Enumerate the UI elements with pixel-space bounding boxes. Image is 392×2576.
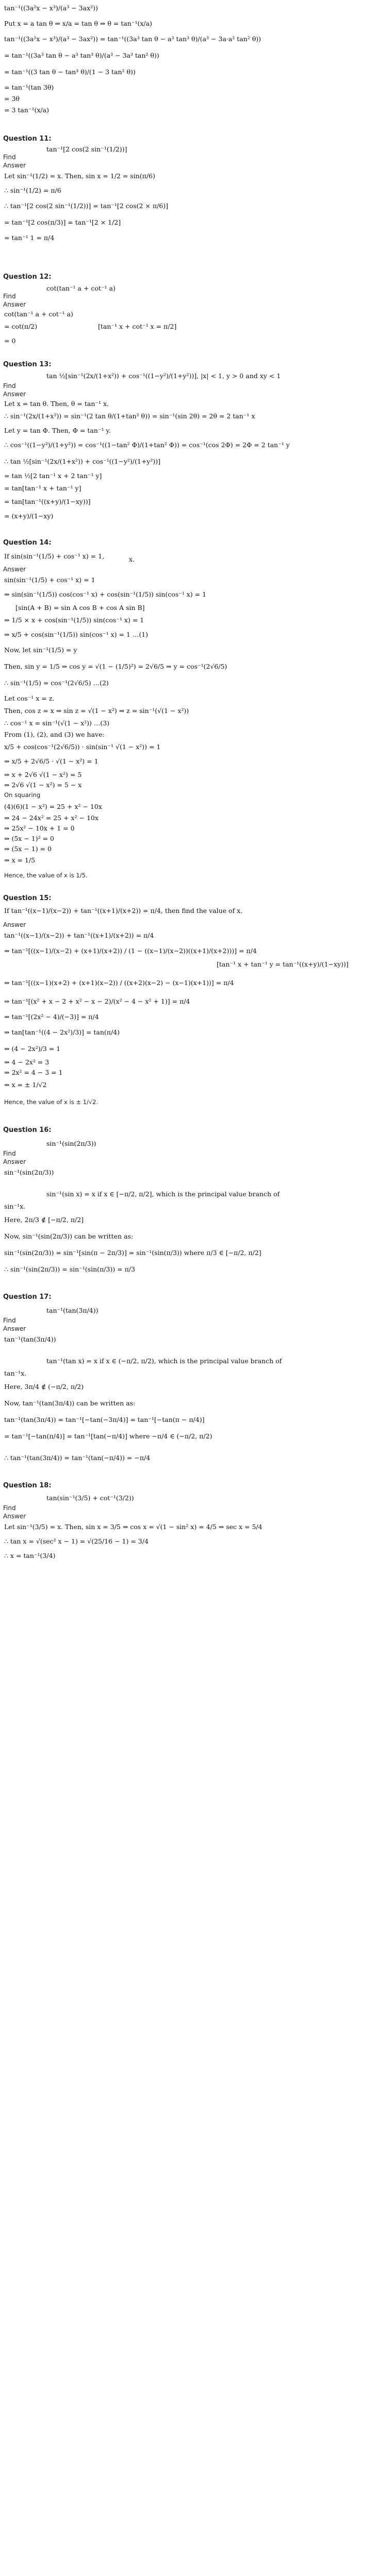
- question-title: Question 14:: [3, 539, 52, 547]
- math-line: sin⁻¹(sin(2π/3)): [4, 1168, 54, 1176]
- math-line: tan⁻¹(tan(3π/4)): [4, 1335, 56, 1343]
- find-label: Find: [3, 1504, 16, 1512]
- math-line: ⇒ x = 1/5: [4, 856, 36, 864]
- math-line: = tan⁻¹ 1 = π/4: [4, 234, 55, 242]
- identity-note: [tan⁻¹ x + cot⁻¹ x = π/2]: [98, 323, 177, 330]
- math-line: Let x = tan θ. Then, θ = tan⁻¹ x.: [4, 400, 109, 408]
- question-tail: x.: [129, 555, 135, 563]
- math-line: ⇒ 4 − 2x² = 3: [4, 1058, 50, 1066]
- math-line: ⇒ x/5 + cos(sin⁻¹(1/5)) sin(cos⁻¹ x) = 1 …(1): [4, 631, 149, 638]
- math-line: ⇒ tan⁻¹[((x−1)/(x−2) + (x+1)/(x+2)) / (1 − ((x−1)/(x−2))((x+1)/(x+2)))] = π/4: [4, 947, 257, 955]
- math-line: ⇒ sin(sin⁻¹(1/5)) cos(cos⁻¹ x) + cos(sin⁻¹(1/5)) sin(cos⁻¹ x) = 1: [4, 590, 207, 598]
- math-line: tan⁻¹(tan(3π/4)) = tan⁻¹[−tan(−3π/4)] = tan⁻¹[−tan(π − π/4)]: [4, 1416, 205, 1423]
- math-line: ∴ sin⁻¹(1/2) = π/6: [4, 187, 61, 194]
- math-line: tan⁻¹(tan x) = x if x ∈ (−π/2, π/2), which is the principal value branch of: [46, 1357, 282, 1365]
- math-line: ∴ sin⁻¹(2x/(1+x²)) = sin⁻¹(2 tan θ/(1+tan² θ)) = sin⁻¹(sin 2θ) = 2θ = 2 tan⁻¹ x: [4, 412, 255, 420]
- math-line: ⇒ x = ± 1/√2: [4, 1081, 47, 1089]
- math-line: = tan ½[2 tan⁻¹ x + 2 tan⁻¹ y]: [4, 472, 102, 480]
- question-title: Question 17:: [3, 1293, 52, 1301]
- math-line: = 3θ: [4, 95, 20, 103]
- math-line: Then, sin y = 1/5 ⇒ cos y = √(1 − (1/5)²) = 2√6/5 ⇒ y = cos⁻¹(2√6/5): [4, 663, 227, 670]
- question-title: Question 15:: [3, 894, 52, 902]
- math-line: ∴ cos⁻¹ x = sin⁻¹(√(1 − x²)) …(3): [4, 719, 110, 727]
- math-line: Let cos⁻¹ x = z.: [4, 694, 55, 702]
- find-label: Find: [3, 1317, 16, 1324]
- math-line: ⇒ x + 2√6 √(1 − x²) = 5: [4, 771, 82, 778]
- math-line: ⇒ 2x² = 4 − 3 = 1: [4, 1069, 63, 1076]
- math-line: (4)(6)(1 − x²) = 25 + x² − 10x: [4, 803, 102, 810]
- math-line: cot(tan⁻¹ a + cot⁻¹ a): [4, 310, 73, 318]
- math-line: = tan[tan⁻¹ x + tan⁻¹ y]: [4, 484, 81, 492]
- math-line: = tan⁻¹((3 tan θ − tan³ θ)/(1 − 3 tan² θ)): [4, 68, 136, 76]
- math-line: ⇒ tan[tan⁻¹((4 − 2x²)/3)] = tan(π/4): [4, 1028, 120, 1036]
- math-line: Let sin⁻¹(1/2) = x. Then, sin x = 1/2 = sin(π/6): [4, 172, 155, 180]
- answer-label: Answer: [3, 566, 26, 573]
- math-line: Now, sin⁻¹(sin(2π/3)) can be written as:: [4, 1232, 134, 1240]
- question-expression: cot(tan⁻¹ a + cot⁻¹ a): [46, 284, 116, 292]
- math-line: ∴ tan⁻¹[2 cos(2 sin⁻¹(1/2))] = tan⁻¹[2 cos(2 × π/6)]: [4, 202, 168, 210]
- math-line: = 3 tan⁻¹(x/a): [4, 106, 49, 114]
- math-line: = tan⁻¹(tan 3θ): [4, 83, 54, 91]
- math-line: = tan⁻¹((3a³ tan θ − a³ tan³ θ)/(a³ − 3a³ tan² θ)): [4, 52, 159, 59]
- question-expression: sin⁻¹(sin(2π/3)): [46, 1140, 96, 1147]
- question-title: Question 13:: [3, 361, 52, 368]
- find-label: Find: [3, 1150, 16, 1157]
- math-line: ⇒ (4 − 2x²)/3 = 1: [4, 1045, 61, 1053]
- math-line: ⇒ (5x − 1) = 0: [4, 845, 52, 853]
- question-expression: tan ½[sin⁻¹(2x/(1+x²)) + cos⁻¹((1−y²)/(1+y²))], |x| < 1, y > 0 and xy < 1: [46, 372, 281, 380]
- answer-label: Answer: [3, 1325, 26, 1332]
- math-line: = cot(π/2): [4, 323, 38, 330]
- math-line: = 0: [4, 337, 16, 345]
- math-line: tan⁻¹((3a²x − x³)/(a³ − 3ax²)) = tan⁻¹((3a³ tan θ − a³ tan³ θ)/(a³ − 3a·a² tan² θ)): [4, 35, 261, 43]
- question-title: Question 18:: [3, 1482, 52, 1489]
- identity-note: [tan⁻¹ x + tan⁻¹ y = tan⁻¹((x+y)/(1−xy))]: [217, 960, 349, 968]
- math-line: ⇒ (5x − 1)² = 0: [4, 835, 54, 842]
- answer-label: Answer: [3, 921, 26, 928]
- question-title: Question 16:: [3, 1126, 52, 1134]
- math-line: Put x = a tan θ ⇒ x/a = tan θ ⇒ θ = tan⁻¹(x/a): [4, 20, 152, 27]
- math-line: ∴ tan ½[sin⁻¹(2x/(1+x²)) + cos⁻¹((1−y²)/(1+y²))]: [4, 457, 161, 465]
- math-line: = (x+y)/(1−xy): [4, 512, 54, 520]
- math-line: ⇒ x/5 + 2√6/5 · √(1 − x²) = 1: [4, 757, 99, 765]
- math-line: ⇒ tan⁻¹[(x² + x − 2 + x² − x − 2)/(x² − 4 − x² + 1)] = π/4: [4, 997, 190, 1005]
- question-expression: tan⁻¹(tan(3π/4)): [46, 1307, 99, 1314]
- math-line: Let y = tan Φ. Then, Φ = tan⁻¹ y.: [4, 427, 111, 434]
- math-line: Here, 2π/3 ∉ [−π/2, π/2]: [4, 1216, 84, 1224]
- answer-label: Answer: [3, 1513, 26, 1520]
- math-line: sin⁻¹(sin x) = x if x ∈ [−π/2, π/2], which is the principal value branch of: [46, 1190, 280, 1198]
- math-line: sin(sin⁻¹(1/5) + cos⁻¹ x) = 1: [4, 576, 95, 584]
- answer-label: Answer: [3, 1158, 26, 1165]
- math-line: Then, cos z = x ⇒ sin z = √(1 − x²) ⇒ z = sin⁻¹(√(1 − x²)): [4, 707, 189, 715]
- math-line: ∴ x = tan⁻¹(3/4): [4, 1552, 56, 1560]
- question-title: Question 12:: [3, 273, 52, 281]
- math-line: ∴ cos⁻¹((1−y²)/(1+y²)) = cos⁻¹((1−tan² Φ)/(1+tan² Φ)) = cos⁻¹(cos 2Φ) = 2Φ = 2 tan⁻¹ y: [4, 441, 290, 449]
- math-line: Here, 3π/4 ∉ (−π/2, π/2): [4, 1383, 84, 1391]
- math-line: x/5 + cos(cos⁻¹(2√6/5)) · sin(sin⁻¹ √(1 − x²)) = 1: [4, 743, 161, 751]
- question-expression: If tan⁻¹((x−1)/(x−2)) + tan⁻¹((x+1)/(x+2)) = π/4, then find the value of x.: [4, 907, 243, 914]
- question-expression: If sin(sin⁻¹(1/5) + cos⁻¹ x) = 1,: [4, 552, 105, 560]
- math-line: ⇒ 1/5 × x + cos(sin⁻¹(1/5)) sin(cos⁻¹ x) = 1: [4, 616, 144, 624]
- math-line: ⇒ 25x² − 10x + 1 = 0: [4, 824, 75, 832]
- math-line: sin⁻¹x.: [4, 1202, 26, 1210]
- find-label: Find: [3, 382, 16, 389]
- question-expression: tan⁻¹[2 cos(2 sin⁻¹(1/2))]: [46, 145, 127, 153]
- prose-line: On squaring: [4, 791, 41, 799]
- math-line: Let sin⁻¹(3/5) = x. Then, sin x = 3/5 ⇒ cos x = √(1 − sin² x) = 4/5 ⇒ sec x = 5/4: [4, 1523, 263, 1531]
- math-line: = tan⁻¹[−tan(π/4)] = tan⁻¹[tan(−π/4)] where −π/4 ∈ (−π/2, π/2): [4, 1432, 213, 1440]
- math-line: tan⁻¹x.: [4, 1369, 27, 1377]
- math-line: ∴ tan⁻¹(tan(3π/4)) = tan⁻¹(tan(−π/4)) = −π/4: [4, 1454, 151, 1462]
- math-line: ⇒ tan⁻¹[((x−1)(x+2) + (x+1)(x−2)) / ((x+2)(x−2) − (x−1)(x+1))] = π/4: [4, 979, 234, 987]
- math-line: ⇒ tan⁻¹[(2x² − 4)/(−3)] = π/4: [4, 1013, 99, 1021]
- question-expression: tan(sin⁻¹(3/5) + cot⁻¹(3/2)): [46, 1494, 134, 1502]
- math-line: = tan[tan⁻¹((x+y)/(1−xy))]: [4, 498, 91, 505]
- answer-label: Answer: [3, 162, 26, 169]
- find-label: Find: [3, 293, 16, 300]
- answer-label: Answer: [3, 301, 26, 308]
- math-line: Now, let sin⁻¹(1/5) = y: [4, 646, 77, 654]
- find-label: Find: [3, 154, 16, 161]
- math-line: From (1), (2), and (3) we have:: [4, 731, 105, 738]
- math-line: Now, tan⁻¹(tan(3π/4)) can be written as:: [4, 1399, 136, 1407]
- question-title: Question 11:: [3, 135, 52, 143]
- identity-note: [sin(A + B) = sin A cos B + cos A sin B]: [15, 604, 145, 612]
- math-line: ∴ sin⁻¹(sin(2π/3)) = sin⁻¹(sin(π/3)) = π/3: [4, 1265, 135, 1273]
- math-line: ∴ sin⁻¹(1/5) = cos⁻¹(2√6/5) …(2): [4, 679, 109, 687]
- math-line: tan⁻¹((x−1)/(x−2)) + tan⁻¹((x+1)/(x+2)) = π/4: [4, 931, 154, 939]
- math-line: sin⁻¹(sin(2π/3)) = sin⁻¹[sin(π − 2π/3)] = sin⁻¹(sin(π/3)) where π/3 ∈ [−π/2, π/2]: [4, 1249, 262, 1257]
- prose-line: Hence, the value of x is ± 1/√2.: [4, 1098, 99, 1106]
- math-line: ⇒ 2√6 √(1 − x²) = 5 − x: [4, 781, 82, 789]
- answer-label: Answer: [3, 391, 26, 398]
- math-line: ∴ tan x = √(sec² x − 1) = √(25/16 − 1) = 3/4: [4, 1537, 149, 1545]
- math-line: tan⁻¹((3a²x − x³)/(a³ − 3ax²)): [4, 4, 98, 12]
- prose-line: Hence, the value of x is 1/5.: [4, 872, 88, 879]
- math-line: ⇒ 24 − 24x² = 25 + x² − 10x: [4, 814, 99, 822]
- math-line: = tan⁻¹[2 cos(π/3)] = tan⁻¹[2 × 1/2]: [4, 218, 121, 226]
